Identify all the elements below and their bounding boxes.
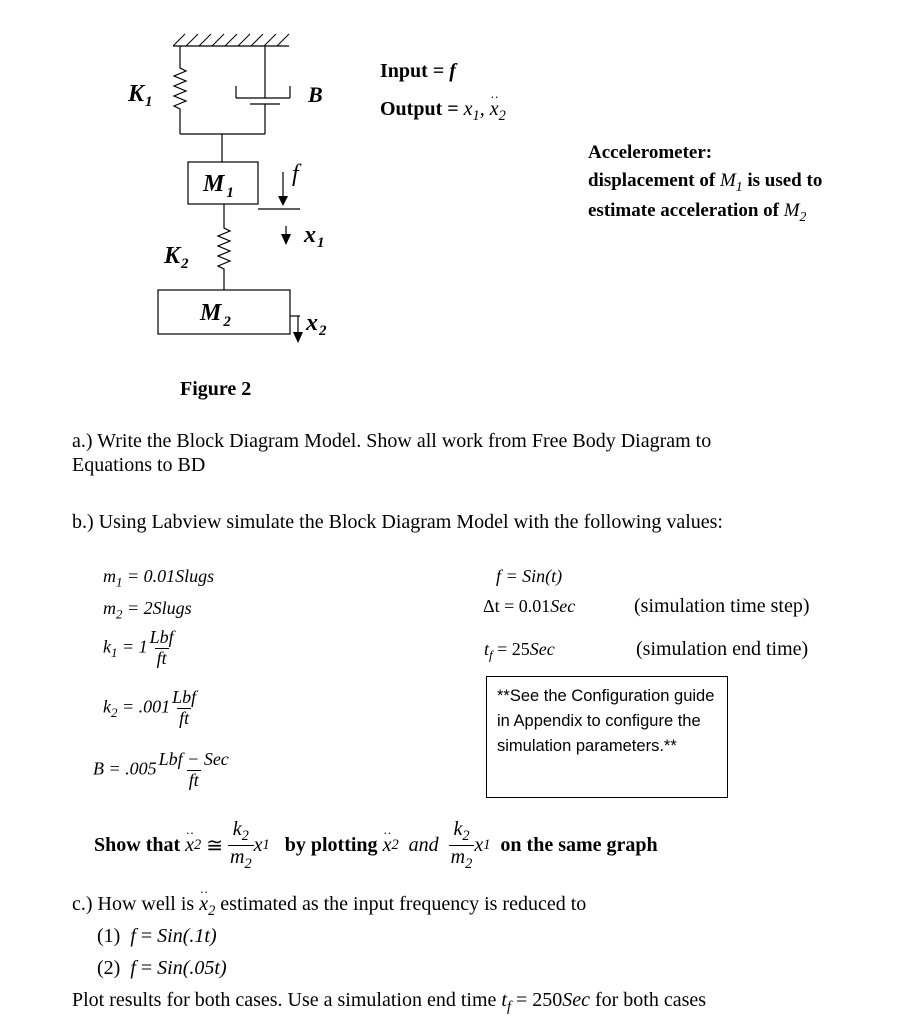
- param-b: B = .005 $\frac{\text{Lbf − Sec}}{ft}$: [93, 749, 229, 790]
- configuration-note-text: **See the Configuration guide in Appendix to configure the simulation parameters.**: [497, 687, 715, 755]
- output-label: Output: [380, 98, 443, 120]
- param-tf-note: (simulation end time): [636, 638, 809, 660]
- damper-b: [236, 46, 290, 134]
- damper-b-label: B: [308, 82, 323, 107]
- output-definition: Output = $x_1$, .. $x_2$: [380, 98, 506, 125]
- spring-k2: [218, 204, 230, 290]
- mass-m1-label: M $_1$: [203, 171, 234, 201]
- input-value: f: [449, 60, 456, 82]
- force-arrow-head: [278, 196, 288, 206]
- part-a-line1: a.) Write the Block Diagram Model. Show all work from Free Body Diagram to: [72, 430, 712, 452]
- configuration-note-box: [486, 676, 728, 798]
- ground-hatch: [173, 34, 289, 46]
- part-c-final: Plot results for both cases. Use a simulation end time $t_f = 250Sec$ for both cases: [72, 989, 707, 1015]
- accelerometer-title: Accelerometer:: [588, 142, 713, 163]
- part-c-case1: (1) f = Sin(.1t): [97, 925, 217, 947]
- part-a-line2: Equations to BD: [72, 454, 206, 476]
- param-k1: $k_1 = 1$ $\frac{\text{Lbf}}{ft}$: [103, 627, 174, 668]
- x1-arrow-head: [281, 234, 291, 245]
- figure-caption: Figure 2: [180, 378, 252, 400]
- mass-m2-label: M $_2$: [200, 300, 231, 330]
- x1-label: $x_1$: [304, 222, 325, 251]
- input-label: Input: [380, 60, 428, 82]
- param-tf: $t_f = 25Sec$: [484, 639, 555, 663]
- input-definition: Input = f: [380, 60, 456, 82]
- output-var1: x: [463, 98, 473, 120]
- spring-k1: [174, 46, 186, 134]
- param-f: f = Sin(t): [496, 566, 563, 586]
- param-k2: $k_2 = .001$ $\frac{\text{Lbf}}{ft}$: [103, 687, 197, 728]
- force-label: f: [292, 161, 299, 187]
- param-m2: $m_2$ = 2Slugs: [103, 598, 192, 622]
- param-dt-note: (simulation time step): [634, 595, 810, 617]
- x2-arrow-head: [293, 332, 303, 343]
- k2-label: $K_2$: [164, 243, 189, 272]
- param-m1: $m_1$ = 0.01Slugs: [103, 566, 215, 590]
- part-b-intro: b.) Using Labview simulate the Block Diagram Model with the following values:: [72, 511, 723, 533]
- x2-label: $x_2$: [306, 310, 327, 339]
- mass-spring-figure: [0, 0, 560, 370]
- accelerometer-line2: estimate acceleration of $M_2$: [588, 200, 807, 224]
- show-that-statement: Show that .. x 2 ≅ $\frac{k_2}{m_2}$ x 1 by plotting .. x 2 and $\frac{k_2}{m_2}$ x 1 on the same graph: [94, 818, 658, 873]
- part-c-case2: (2) f = Sin(.05t): [97, 957, 227, 979]
- k1-label: $K_1$: [128, 81, 153, 110]
- output-var2: .. x: [490, 98, 499, 121]
- accelerometer-line1: displacement of $M_1$ is used to: [588, 170, 823, 194]
- part-c-question: c.) How well is .. $x_2$ estimated as the input frequency is reduced to: [72, 893, 586, 920]
- param-dt: Δt = 0.01Sec: [483, 596, 576, 616]
